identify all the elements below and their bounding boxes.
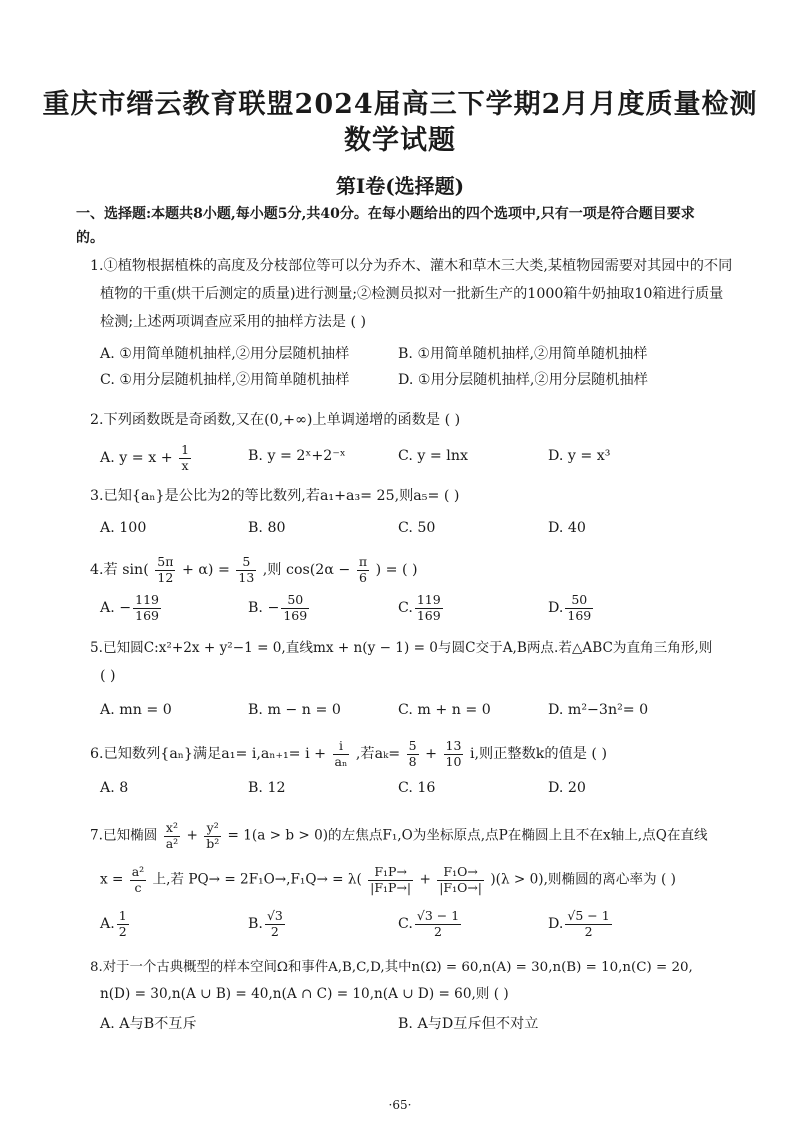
page-number: ·65· [388, 1098, 412, 1112]
section-heading: 第Ⅰ卷(选择题) [335, 174, 465, 198]
q4-fraction-1: $\frac{5\pi}{12}$ [157, 554, 174, 585]
exam-subject-title: 数学试题 [344, 125, 456, 156]
q4-option-b: B. − $\frac{50}{169}$ [248, 592, 308, 623]
q3-option-b: B. 80 [248, 520, 286, 536]
q7-stem-part: + [419, 871, 431, 888]
q6-option-a: A. 8 [100, 780, 129, 796]
q4-stem-part: 4.若 sin( [90, 562, 149, 578]
q5-stem-line1: 5.已知圆C:x²+2x + y²−1 = 0,直线mx + n(y − 1) = 0与圆C交于A,B两点.若△ABC为直角三角形,则 [90, 640, 713, 656]
q3-option-a: A. 100 [100, 520, 147, 536]
q6-option-b: B. 12 [248, 780, 286, 796]
part1-instructions: 一、选择题:本题共8小题,每小题5分,共40分。在每小题给出的四个选项中,只有一项是符合题目要求 [76, 206, 695, 222]
q7-stem-part: = 1(a > b > 0)的左焦点F₁,O为坐标原点,点P在椭圆上且不在x轴上,点Q在直线 [227, 827, 708, 844]
q7-stem-part: x = [100, 871, 124, 888]
q4-stem-part: ) = ( ) [375, 562, 418, 578]
q2-option-a [100, 444, 193, 472]
q5-option-a: A. mn = 0 [100, 702, 172, 718]
q4-stem-part: ,则 cos(2α − [262, 562, 351, 578]
q4-option-c: C. $\frac{119}{169}$ [398, 592, 441, 623]
q7-fraction-2: $\frac{\text{y²}}{\text{b²}}$ [206, 820, 220, 851]
q8-option-a: A. A与B不互斥 [100, 1016, 197, 1032]
q3-stem: 3.已知{aₙ}是公比为2的等比数列,若a₁+a₃= 25,则a₅= ( ) [90, 488, 460, 504]
q7-fraction-5: $\frac{\text{F₁O→}}{\text{|F₁O→|}}$ [439, 864, 483, 895]
q2-option-d: D. y = x³ [548, 448, 611, 464]
q5-option-d: D. m²−3n²= 0 [548, 702, 649, 718]
q1-stem-line3: 检测;上述两项调查应采用的抽样方法是 ( ) [100, 314, 367, 330]
q3-option-c: C. 50 [398, 520, 436, 536]
q7-option-b: B. $\frac{√3}{2}$ [248, 908, 283, 939]
q1-option-c: C. ①用分层随机抽样,②用简单随机抽样 [100, 372, 350, 388]
q7-fraction-4: $\frac{\text{F₁P→}}{\text{|F₁P→|}}$ [370, 864, 412, 895]
q6-fraction-3: $\frac{13}{10}$ [445, 738, 462, 769]
q7-stem-part: 7.已知椭圆 [90, 827, 158, 844]
q7-option-d: D. $\frac{√5 - 1}{2}$ [548, 908, 610, 939]
q7-stem-line1 [90, 822, 708, 850]
exam-title: 重庆市缙云教育联盟2024届高三下学期2月月度质量检测 [42, 89, 758, 120]
q6-option-c: C. 16 [398, 780, 436, 796]
q1-option-d: D. ①用分层随机抽样,②用分层随机抽样 [398, 372, 648, 388]
q5-stem-line2: ( ) [100, 668, 116, 684]
q7-fraction-1: $\frac{\text{x²}}{\text{a²}}$ [165, 820, 179, 851]
q6-fraction-2: $\frac{5}{8}$ [408, 738, 417, 769]
q6-option-d: D. 20 [548, 780, 586, 796]
q2-option-a-fraction: $\frac{1}{x}$ [181, 442, 190, 473]
q8-stem-line2: n(D) = 30,n(A ∪ B) = 40,n(A ∩ C) = 10,n(A ∪ D) = 60,则 ( ) [100, 986, 509, 1002]
q2-option-c: C. y = lnx [398, 448, 468, 464]
q7-option-a: A. $\frac{1}{2}$ [100, 908, 127, 939]
q5-option-b: B. m − n = 0 [248, 702, 341, 718]
q7-stem-part: 上,若 PQ→ = 2F₁O→,F₁Q→ = λ( [152, 871, 362, 888]
q6-stem-part: i,则正整数k的值是 ( ) [469, 746, 608, 762]
q4-option-d: D. $\frac{50}{169}$ [548, 592, 592, 623]
q4-fraction-2: $\frac{5}{13}$ [238, 554, 255, 585]
q8-option-b: B. A与D互斥但不对立 [398, 1016, 539, 1032]
q6-stem-part: 6.已知数列{aₙ}满足a₁= i,aₙ₊₁= i + [90, 746, 327, 762]
q5-option-c: C. m + n = 0 [398, 702, 491, 718]
q7-option-c: C. $\frac{√3 - 1}{2}$ [398, 908, 460, 939]
q1-stem-line1: 1.①植物根据植株的高度及分枝部位等可以分为乔木、灌木和草木三大类,某植物园需要对其园中的不同 [90, 258, 733, 274]
q4-stem [90, 556, 418, 584]
q4-option-a: A. − $\frac{119}{169}$ [100, 592, 160, 623]
q7-stem-line2 [100, 866, 676, 894]
q2-option-a-label: A. y = x + [100, 450, 173, 466]
part1-instructions-cont: 的。 [76, 230, 104, 246]
q4-fraction-3: $\frac{\pi}{6}$ [358, 554, 368, 585]
q6-stem [90, 740, 607, 768]
q1-stem-line2: 植物的干重(烘干后测定的质量)进行测量;②检测员拟对一批新生产的1000箱牛奶抽取10箱进行质量 [100, 286, 724, 302]
q4-stem-part: + α) = [181, 562, 230, 578]
q2-option-b: B. y = 2ˣ+2⁻ˣ [248, 448, 346, 464]
q1-option-a: A. ①用简单随机抽样,②用分层随机抽样 [100, 346, 350, 362]
q7-fraction-3: $\frac{\text{a²}}{c}$ [131, 864, 145, 895]
q8-stem-line1: 8.对于一个古典概型的样本空间Ω和事件A,B,C,D,其中n(Ω) = 60,n(A) = 30,n(B) = 10,n(C) = 20, [90, 960, 693, 975]
q1-option-b: B. ①用简单随机抽样,②用简单随机抽样 [398, 346, 648, 362]
q6-stem-part: + [425, 746, 438, 762]
q6-stem-part: ,若aₖ= [355, 746, 401, 762]
q7-stem-part: )(λ > 0),则椭圆的离心率为 ( ) [490, 871, 676, 888]
q3-option-d: D. 40 [548, 520, 586, 536]
q6-fraction-1: $\frac{i}{\text{aₙ}}$ [334, 738, 348, 769]
q7-stem-part: + [186, 827, 198, 844]
q2-stem: 2.下列函数既是奇函数,又在(0,+∞)上单调递增的函数是 ( ) [90, 412, 461, 428]
